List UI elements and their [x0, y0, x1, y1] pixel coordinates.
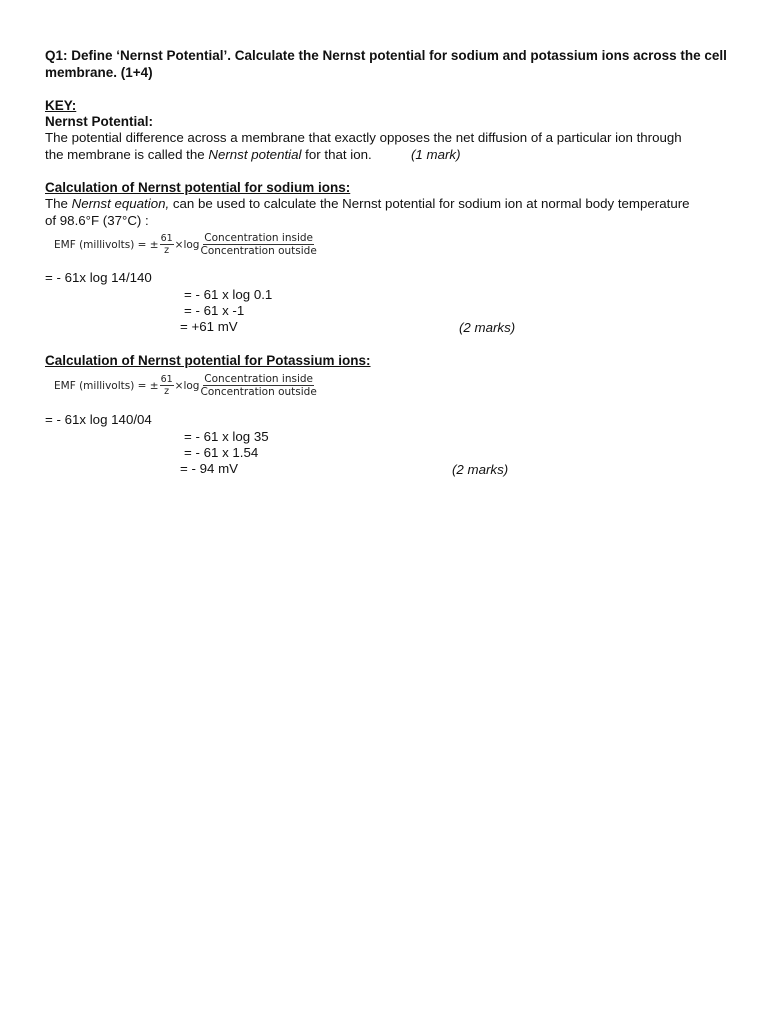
formula-fraction-num: Concentration inside	[204, 232, 313, 244]
formula-lhs: EMF (millivolts) = ±	[54, 239, 159, 251]
formula-fraction-num: Concentration inside	[204, 373, 313, 385]
potassium-result: = - 94 mV	[180, 461, 239, 476]
sodium-intro-line-1	[45, 195, 690, 212]
definition-text: the membrane is called the	[45, 147, 209, 162]
definition-line-1: The potential difference across a membrane that exactly opposes the net diffusion of a particular ion through	[45, 130, 682, 145]
formula-constant-num: 61	[160, 374, 173, 385]
definition-term: Nernst potential	[208, 147, 302, 162]
sodium-step-3: = - 61 x -1	[184, 303, 245, 318]
formula-constant	[160, 233, 174, 257]
question-line-1: Q1: Define ‘Nernst Potential’. Calculate the Nernst potential for sodium and potassium ions across the cell	[45, 48, 727, 63]
definition-text-end: for that ion.	[301, 147, 372, 162]
sodium-intro-line-2: of 98.6°F (37°C) :	[45, 213, 149, 228]
sodium-intro-text: The	[45, 196, 72, 211]
formula-log: ×log	[174, 239, 200, 251]
formula-constant-den: z	[164, 386, 170, 397]
potassium-step-2: = - 61 x log 35	[184, 429, 269, 444]
formula-fraction	[200, 374, 316, 398]
formula-lhs: EMF (millivolts) = ±	[54, 380, 159, 392]
sodium-step-1: = - 61x log 14/140	[45, 270, 152, 285]
sodium-step-2: = - 61 x log 0.1	[184, 287, 273, 302]
sodium-heading: Calculation of Nernst potential for sodium ions:	[45, 180, 351, 195]
sodium-result: = +61 mV	[180, 319, 238, 334]
potassium-step-3: = - 61 x 1.54	[184, 445, 259, 460]
sodium-intro-term: Nernst equation,	[71, 196, 170, 211]
sodium-nernst-formula	[54, 233, 318, 257]
sodium-intro-text-end: can be used to calculate the Nernst potential for sodium ion at normal body temperature	[169, 196, 690, 211]
question-line-2: membrane. (1+4)	[45, 65, 153, 80]
definition-marks: (1 mark)	[411, 147, 461, 162]
formula-constant-den: z	[164, 245, 170, 256]
potassium-marks: (2 marks)	[452, 462, 509, 477]
nernst-heading: Nernst Potential:	[45, 114, 154, 129]
potassium-heading: Calculation of Nernst potential for Potassium ions:	[45, 353, 371, 368]
definition-line-2	[45, 146, 372, 163]
potassium-step-1: = - 61x log 140/04	[45, 412, 152, 427]
formula-constant-num: 61	[160, 233, 173, 244]
key-label: KEY:	[45, 98, 77, 113]
formula-fraction	[200, 233, 316, 257]
sodium-marks: (2 marks)	[459, 320, 516, 335]
formula-fraction-den: Concentration outside	[200, 386, 317, 398]
formula-fraction-den: Concentration outside	[200, 245, 317, 257]
formula-constant	[160, 374, 174, 398]
formula-log: ×log	[174, 380, 200, 392]
potassium-nernst-formula	[54, 374, 318, 398]
